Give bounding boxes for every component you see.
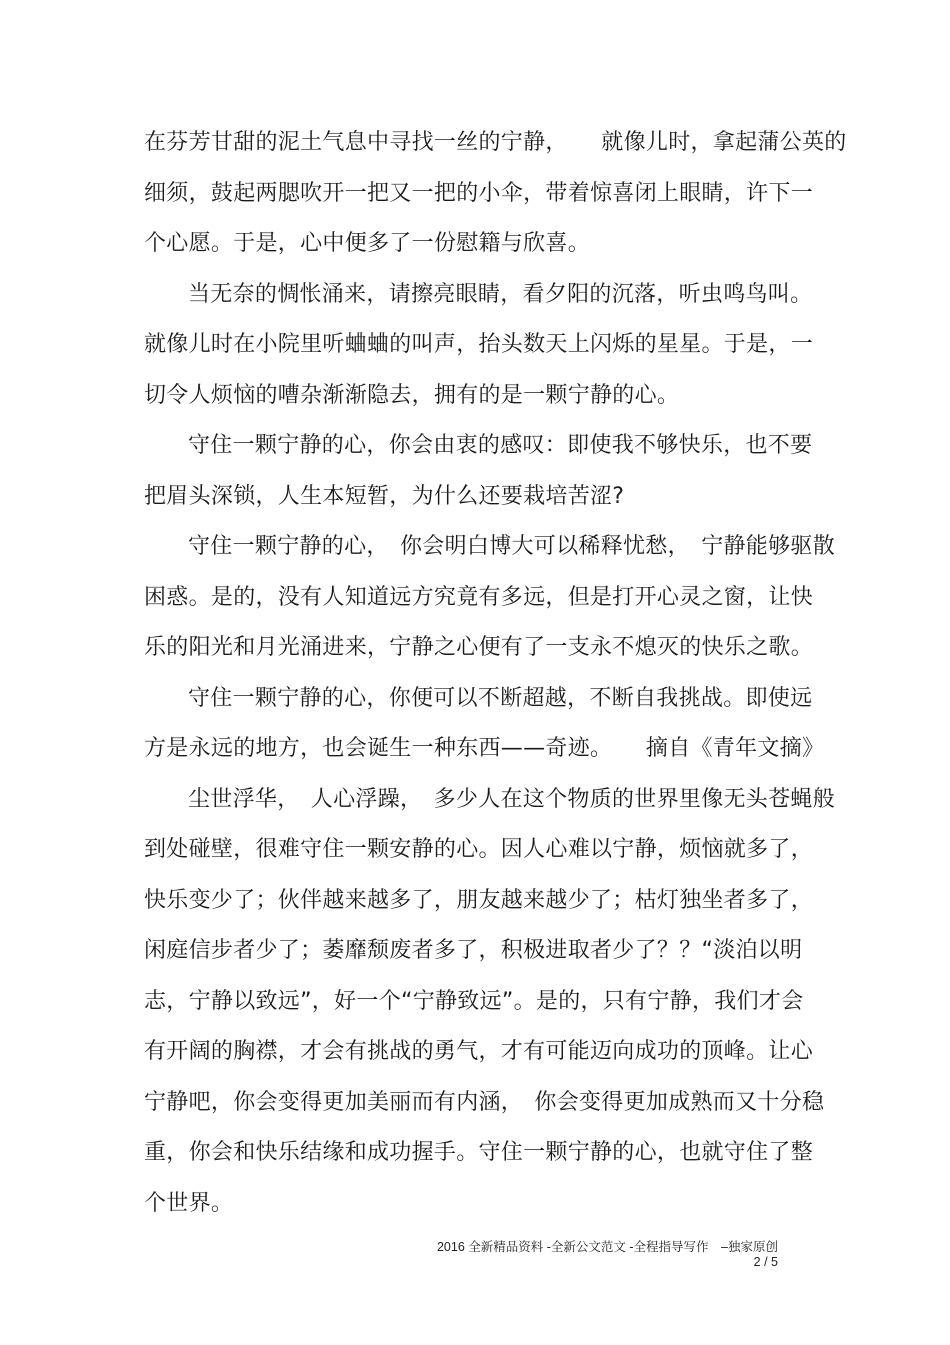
paragraph-start-line: 守住一颗宁静的心，你便可以不断超越，不断自我挑战。即使远 <box>188 685 813 711</box>
text-line: 在芬芳甘甜的泥土气息中寻找一丝的宁静， 就像儿时，拿起蒲公英的 <box>144 130 847 155</box>
text-line: 个世界。 <box>144 1190 234 1216</box>
text-line: 把眉头深锁，人生本短暂，为什么还要栽培苦涩? <box>144 483 625 509</box>
text-line: 乐的阳光和月光涌进来，宁静之心便有了一支永不熄灭的快乐之歌。 <box>144 635 814 660</box>
text-line: 方是永远的地方，也会诞生一种东西——奇迹。 摘自《青年文摘》 <box>144 736 825 761</box>
text-line: 有开阔的胸襟，才会有挑战的勇气，才有可能迈向成功的顶峰。让心 <box>144 1039 814 1064</box>
paragraph-start-line: 守住一颗宁静的心， 你会明白博大可以稀释忧愁， 宁静能够驱散 <box>188 534 836 559</box>
text-line: 个心愿。于是，心中便多了一份慰籍与欣喜。 <box>144 231 591 256</box>
text-line: 困惑。是的，没有人知道远方究竟有多远，但是打开心灵之窗，让快 <box>144 584 814 610</box>
text-line: 闲庭信步者少了；萎靡颓废者多了，积极进取者少了？？“淡泊以明 <box>144 938 803 963</box>
text-line: 重，你会和快乐结缘和成功握手。守住一颗宁静的心，也就守住了整 <box>144 1140 814 1165</box>
text-line: 就像儿时在小院里听蛐蛐的叫声，抬头数天上闪烁的星星。于是，一 <box>144 332 814 357</box>
paragraph-start-line: 守住一颗宁静的心，你会由衷的感叹：即使我不够快乐，也不要 <box>188 433 813 458</box>
text-line: 切令人烦恼的嘈杂渐渐隐去，拥有的是一颗宁静的心。 <box>144 382 680 408</box>
footer-note-text: 2016 全新精品资料 -全新公文范文 -全程指导写作 –独家原创 <box>436 1240 778 1254</box>
text-line: 宁静吧，你会变得更加美丽而有内涵， 你会变得更加成熟而又十分稳 <box>144 1089 825 1115</box>
article-body <box>144 118 847 1229</box>
text-line: 快乐变少了；伙伴越来越多了，朋友越来越少了；枯灯独坐者多了， <box>144 887 814 913</box>
paragraph-start-line: 当无奈的惆怅涌来，请擦亮眼睛，看夕阳的沉落，听虫鸣鸟叫。 <box>188 281 813 307</box>
page-number-text: 2 / 5 <box>753 1255 778 1269</box>
text-line: 细须，鼓起两腮吹开一把又一把的小伞，带着惊喜闭上眼睛，许下一 <box>144 180 814 206</box>
paragraph-start-line: 尘世浮华， 人心浮躁， 多少人在这个物质的世界里像无头苍蝇般 <box>188 786 836 812</box>
text-line: 志，宁静以致远”，好一个“宁静致远”。是的，只有宁静，我们才会 <box>144 988 804 1014</box>
text-line: 到处碰壁，很难守住一颗安静的心。因人心难以宁静，烦恼就多了， <box>144 837 814 862</box>
